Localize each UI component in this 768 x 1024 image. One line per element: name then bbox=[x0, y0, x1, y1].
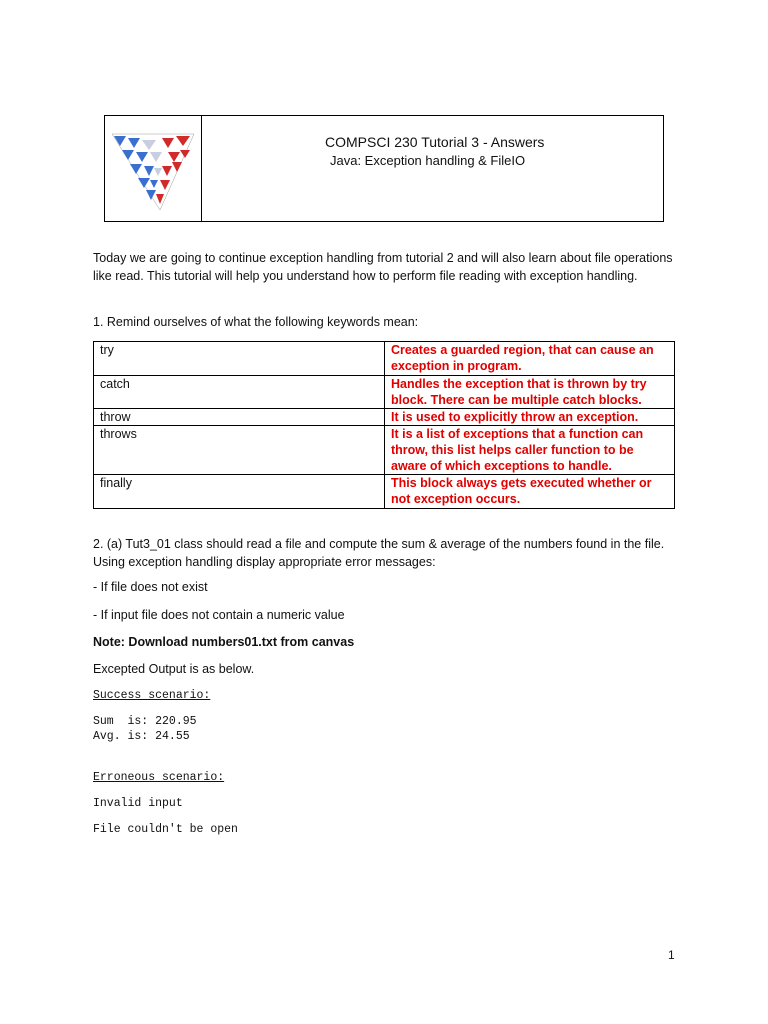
invalid-input-output: Invalid input bbox=[93, 797, 183, 810]
keyword-cell: finally bbox=[94, 475, 385, 509]
table-row bbox=[94, 376, 675, 409]
keywords-table bbox=[93, 341, 675, 509]
bullet-file-missing: - If file does not exist bbox=[93, 580, 208, 594]
download-note: Note: Download numbers01.txt from canvas bbox=[93, 635, 355, 649]
definition-cell: It is a list of exceptions that a function can throw, this list helps caller function to be aware of which exceptions to handle. bbox=[385, 426, 675, 475]
definition-cell: It is used to explicitly throw an exception. bbox=[385, 409, 675, 426]
question-1: 1. Remind ourselves of what the following keywords mean: bbox=[93, 315, 419, 329]
keyword-cell: try bbox=[94, 342, 385, 376]
document-title: COMPSCI 230 Tutorial 3 - Answers bbox=[325, 134, 545, 150]
document-subtitle: Java: Exception handling & FileIO bbox=[330, 153, 526, 168]
success-heading: Success scenario: bbox=[93, 689, 211, 702]
table-row bbox=[94, 342, 675, 376]
intro-paragraph: Today we are going to continue exception handling from tutorial 2 and will also learn about file operations like read. This tutorial will help you understand how to perform file reading with exception handling. bbox=[93, 251, 673, 283]
file-open-error-output: File couldn't be open bbox=[93, 823, 238, 836]
table-row bbox=[94, 409, 675, 426]
logo-cell bbox=[105, 116, 202, 221]
definition-cell: Creates a guarded region, that can cause an exception in program. bbox=[385, 342, 675, 376]
page-number: 1 bbox=[668, 948, 675, 962]
bullet-non-numeric: - If input file does not contain a numeric value bbox=[93, 608, 345, 622]
error-heading: Erroneous scenario: bbox=[93, 771, 225, 784]
question-2: 2. (a) Tut3_01 class should read a file and compute the sum & average of the numbers found in the file. Using exception handling display appropriate error messages: bbox=[93, 537, 665, 569]
definition-cell: Handles the exception that is thrown by try block. There can be multiple catch blocks. bbox=[385, 376, 675, 409]
keyword-cell: throws bbox=[94, 426, 385, 475]
keyword-cell: catch bbox=[94, 376, 385, 409]
table-row bbox=[94, 475, 675, 509]
expected-output-label: Excepted Output is as below. bbox=[93, 662, 255, 676]
table-row bbox=[94, 426, 675, 475]
avg-output: Avg. is: 24.55 bbox=[93, 730, 190, 743]
university-logo-icon bbox=[110, 132, 196, 212]
keyword-cell: throw bbox=[94, 409, 385, 426]
sum-output: Sum is: 220.95 bbox=[93, 715, 197, 728]
definition-cell: This block always gets executed whether or not exception occurs. bbox=[385, 475, 675, 509]
header-box bbox=[104, 115, 664, 222]
